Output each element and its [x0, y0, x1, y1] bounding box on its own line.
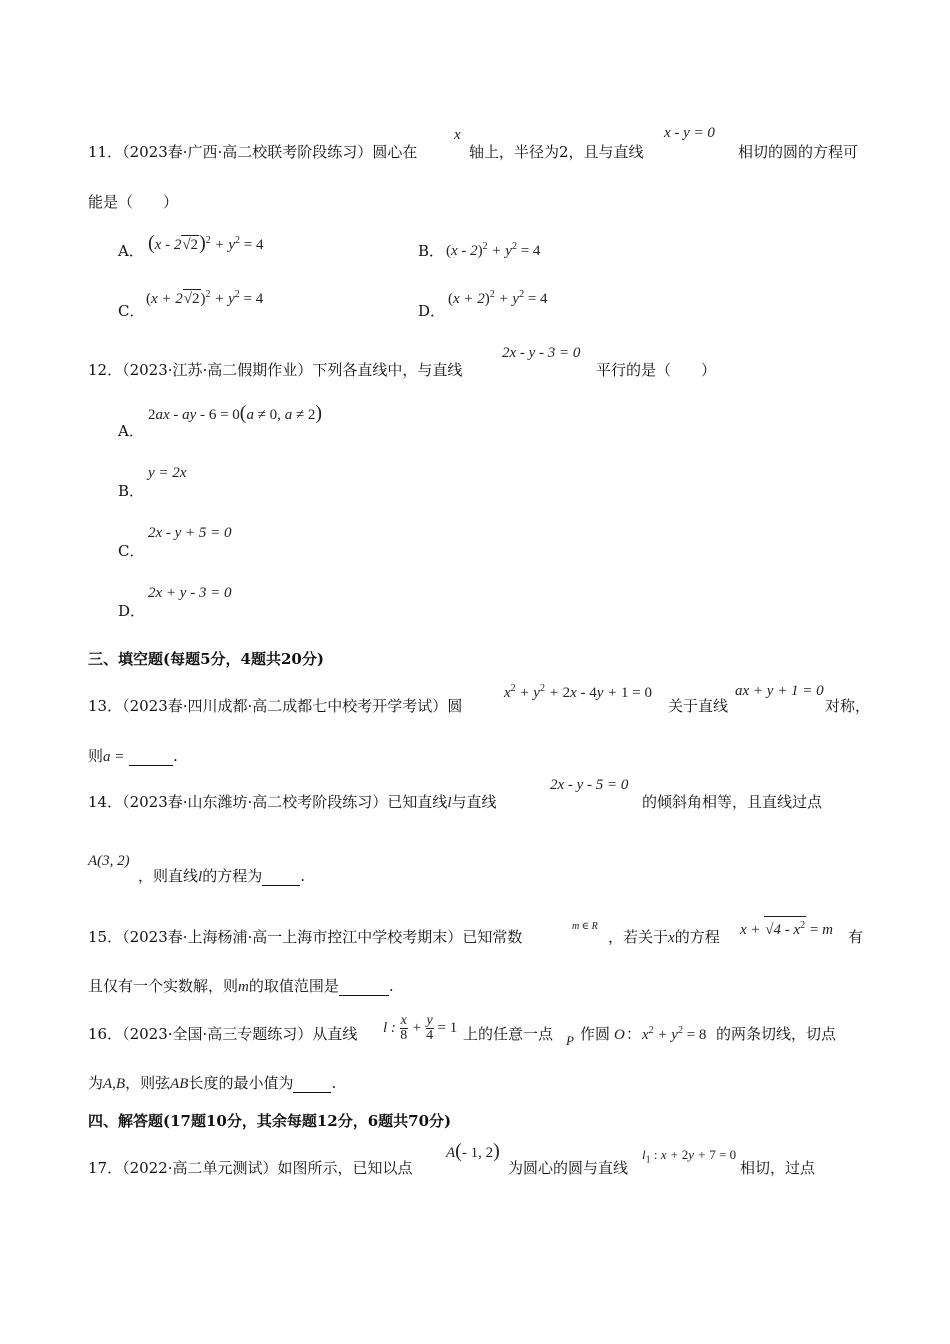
q11-text3: 相切的圆的方程可 — [738, 143, 859, 161]
q11-option-a-label: A． — [118, 242, 144, 260]
q11-option-d-equation: $(x + 2)^2 + y^2 = 4$ — [448, 289, 548, 307]
q16-eq-tail: = 1 — [437, 1019, 458, 1036]
q17-point: A(- 1, 2) — [446, 1140, 500, 1162]
q11-option-d-label: D． — [418, 302, 446, 320]
q15-answer-blank[interactable] — [339, 979, 389, 996]
q17-source: （2022·高二单元测试） — [122, 1159, 278, 1177]
q13-period: . — [173, 747, 178, 765]
q13-var-a: a = — [103, 749, 125, 765]
q15-line1 — [88, 927, 522, 947]
q17-text3: 相切，过点 — [740, 1159, 816, 1177]
q16-text2: 上的任意一点 — [463, 1025, 554, 1043]
q14-var-l-2: l — [198, 869, 203, 885]
q14-text5: 的方程为 — [202, 867, 263, 885]
q15-var-m: m — [238, 979, 249, 995]
q16-number: 16． — [88, 1025, 123, 1043]
q15-var-x: x — [668, 930, 675, 946]
q11-number: 11． — [88, 143, 123, 161]
q16-period: . — [331, 1074, 337, 1092]
q16-answer-blank[interactable] — [293, 1076, 331, 1093]
q14-point: A(3, 2) — [88, 853, 130, 869]
q14-number: 14． — [88, 793, 123, 811]
q16-circle-o: O — [614, 1027, 625, 1043]
q17-text: 如图所示，已知以点 — [277, 1159, 413, 1177]
q16-points: A,B — [103, 1076, 126, 1092]
q12-text: 下列各直线中，与直线 — [312, 361, 463, 379]
q11-var-x: x — [454, 127, 461, 143]
q12-option-c-equation: 2x - y + 5 = 0 — [148, 525, 232, 541]
q14-text: 已知直线 — [387, 793, 448, 811]
q16-circle-equation: $x^2 + y^2 = 8$ — [642, 1025, 707, 1043]
q16-frac-y-num: y — [426, 1013, 433, 1028]
q11-option-a-equation: $(x - 2√2)^2 + y^2 = 4$ — [148, 232, 264, 254]
q11-option-b-label: B． — [418, 242, 445, 260]
section-4-heading: 四、解答题(17题10分，其余每题12分，6题共70分) — [88, 1112, 452, 1130]
q16-text6: ，则弦 — [125, 1074, 171, 1092]
section-3-heading: 三、填空题(每题5分，4题共20分) — [88, 650, 324, 668]
q11-option-c-equation: $(x + 2√2)^2 + y^2 = 4$ — [146, 289, 264, 307]
q16-colon: ： — [626, 1025, 642, 1043]
q13-answer-line — [88, 746, 178, 766]
q13-circle-equation: $x^2 + y^2 + 2x - 4y + 1 = 0$ — [504, 683, 652, 701]
q12-source: （2023·江苏·高二假期作业） — [122, 361, 313, 379]
q12-option-c-label: C． — [118, 542, 145, 560]
q13-text: 圆 — [447, 697, 463, 715]
q14-text2: 与直线 — [451, 793, 497, 811]
q14-var-l: l — [447, 795, 452, 811]
q11-source: （2023春·广西·高二校联考阶段练习） — [122, 143, 373, 161]
q11-option-c-label: C． — [118, 302, 145, 320]
q17-number: 17． — [88, 1159, 123, 1177]
q12-line1 — [88, 360, 462, 380]
q11-line-equation: x - y = 0 — [664, 125, 715, 141]
q16-line-equation: l : $\frac{x}{8}$ + $\frac{y}{4}$ = 1 — [383, 1013, 458, 1043]
q13-line-equation: ax + y + 1 = 0 — [735, 683, 824, 699]
q15-period: . — [388, 977, 394, 995]
q12-option-b-equation: y = 2x — [148, 465, 187, 481]
q13-number: 13． — [88, 697, 123, 715]
q16-text5: 为 — [88, 1074, 104, 1092]
q12-option-a-equation: 2ax - ay - 6 = 0(a ≠ 0, a ≠ 2) — [148, 402, 323, 424]
q15-source: （2023春·上海杨浦·高一上海市控江中学校考期末） — [122, 928, 463, 946]
q14-source: （2023春·山东潍坊·高二校考阶段练习） — [122, 793, 388, 811]
q12-line-equation: 2x - y - 3 = 0 — [502, 345, 581, 361]
q16-frac-x-num: x — [400, 1013, 407, 1028]
q16-line2 — [88, 1073, 336, 1093]
q16-line1 — [88, 1024, 357, 1044]
q11-line1 — [88, 142, 417, 162]
q15-text5: 且仅有一个实数解，则 — [88, 977, 239, 995]
q15-equation: $x + √4 - x^2 = m$ — [740, 916, 833, 939]
q15-line2 — [88, 976, 394, 996]
q13-answer-blank[interactable] — [129, 749, 173, 766]
q12-option-d-equation: 2x + y - 3 = 0 — [148, 585, 232, 601]
q17-text2: 为圆心的圆与直线 — [508, 1159, 629, 1177]
q14-line1 — [88, 792, 497, 812]
q15-text4: 有 — [848, 928, 864, 946]
q15-text3: 的方程 — [674, 928, 720, 946]
q15-condition: m ∈ R — [572, 921, 598, 932]
q13-text2: 关于直线 — [668, 697, 729, 715]
q11-text2: 轴上，半径为2，且与直线 — [469, 143, 644, 161]
q12-number: 12． — [88, 361, 123, 379]
q12-option-b-label: B． — [118, 482, 145, 500]
q16-text: 从直线 — [312, 1025, 358, 1043]
q16-text4: 的两条切线，切点 — [716, 1025, 837, 1043]
q13-text4: 则 — [88, 747, 104, 765]
q14-period: . — [300, 867, 305, 885]
q17-line1 — [88, 1158, 413, 1178]
q11-option-b-equation: $(x - 2)^2 + y^2 = 4$ — [446, 241, 541, 259]
q14-line-equation: 2x - y - 5 = 0 — [550, 777, 629, 793]
q16-text3: 作圆 — [580, 1025, 611, 1043]
q11-text: 圆心在 — [372, 143, 418, 161]
q16-source: （2023·全国·高三专题练习） — [122, 1025, 313, 1043]
q16-frac-x-den: 8 — [400, 1028, 408, 1043]
q14-answer-blank[interactable] — [262, 869, 300, 886]
q13-source: （2023春·四川成都·高二成都七中校考开学考试） — [122, 697, 448, 715]
q13-text3: 对称， — [825, 697, 871, 715]
q16-line-l: l : — [383, 1019, 396, 1036]
q12-text2: 平行的是（ ） — [596, 361, 717, 379]
q17-line-equation: $l_1$ : x + 2y + 7 = 0 — [642, 1147, 737, 1166]
q14-line2 — [138, 866, 305, 886]
q15-text: 已知常数 — [462, 928, 523, 946]
q15-text2: ，若关于 — [608, 928, 669, 946]
q16-var-p: P — [566, 1033, 574, 1048]
q14-text4: ，则直线 — [138, 867, 199, 885]
q11-text4: 能是（ ） — [88, 193, 179, 211]
q15-number: 15． — [88, 928, 123, 946]
q16-chord: AB — [170, 1076, 189, 1092]
q15-text2-line — [608, 927, 720, 947]
q15-text6: 的取值范围是 — [248, 977, 339, 995]
q16-frac-y-den: 4 — [426, 1028, 434, 1043]
q12-option-d-label: D． — [118, 602, 146, 620]
q12-option-a-label: A． — [118, 422, 144, 440]
q14-text3: 的倾斜角相等，且直线过点 — [642, 793, 823, 811]
q16-text7: 长度的最小值为 — [188, 1074, 294, 1092]
q13-line1 — [88, 696, 462, 716]
